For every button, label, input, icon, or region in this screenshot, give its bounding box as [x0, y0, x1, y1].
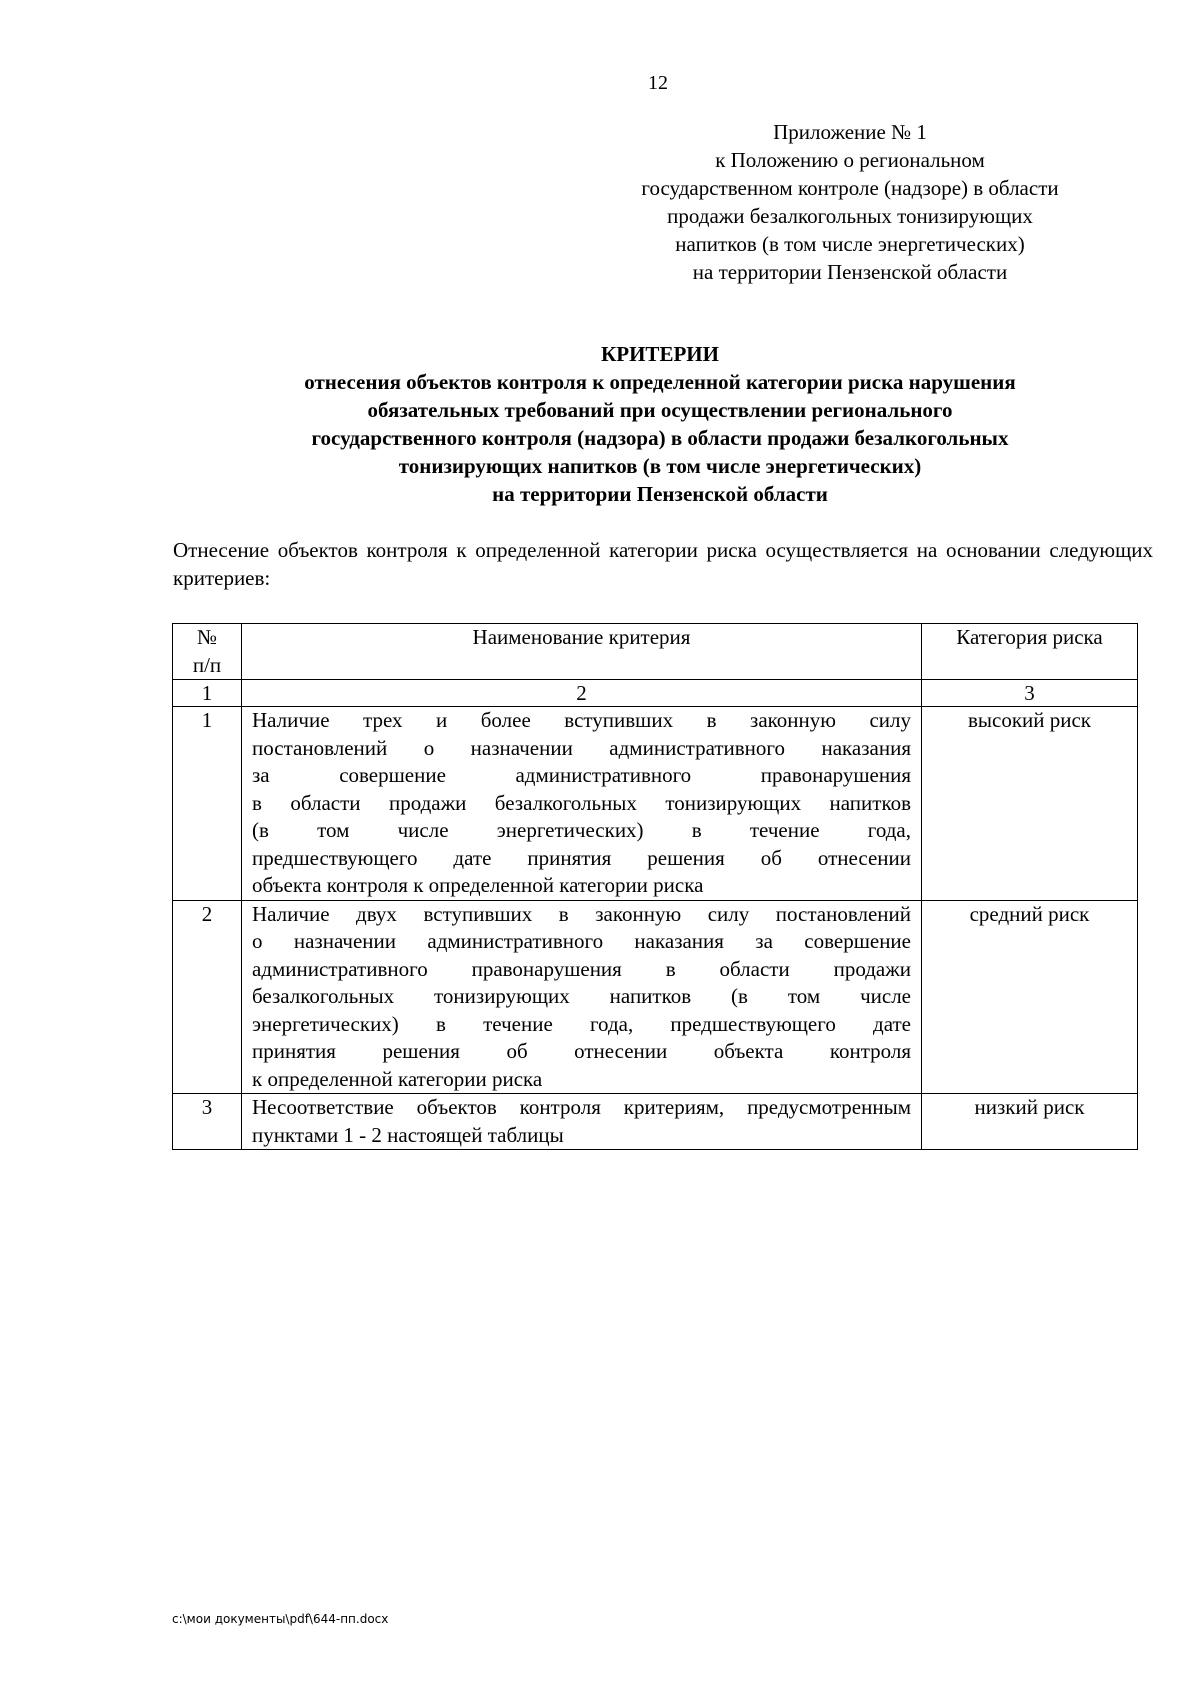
criterion-line: к определенной категории риска	[252, 1066, 543, 1091]
table-row	[173, 900, 1138, 1094]
title-line: государственного контроля (надзора) в области продажи безалкогольных	[311, 426, 1009, 450]
page-number: 12	[648, 72, 668, 94]
table-header-row	[173, 624, 1138, 680]
row-criterion	[242, 1094, 922, 1150]
criterion-line: о назначении административного наказания за совершение	[252, 929, 911, 953]
row-category: низкий риск	[922, 1094, 1138, 1150]
title-line: обязательных требований при осуществлении регионального	[367, 398, 953, 422]
criterion-line: за совершение административного правонарушения	[252, 763, 911, 787]
criterion-line: принятия решения об отнесении объекта контроля	[252, 1039, 911, 1063]
criterion-line: административного правонарушения в области продажи	[252, 956, 911, 981]
criterion-line: энергетических) в течение года, предшествующего дате	[252, 1011, 911, 1036]
appendix-line: продажи безалкогольных тонизирующих	[667, 204, 1033, 228]
header-name: Наименование критерия	[242, 624, 922, 680]
criterion-line: пунктами 1 - 2 настоящей таблицы	[252, 1122, 564, 1147]
criterion-line: Наличие трех и более вступивших в законную силу	[252, 708, 911, 732]
row-num: 1	[173, 707, 242, 901]
footer-file-path: c:\мои документы\pdf\644-пп.docx	[172, 1612, 389, 1626]
title-line: на территории Пензенской области	[492, 482, 828, 506]
table-row	[173, 1094, 1138, 1150]
criteria-table	[172, 623, 1138, 1150]
header-num-line: п/п	[192, 652, 222, 677]
title-line: тонизирующих напитков (в том числе энергетических)	[398, 454, 922, 478]
row-category: высокий риск	[922, 707, 1138, 901]
row-criterion	[242, 707, 922, 901]
header-num-line: №	[196, 625, 218, 649]
index-cell: 1	[173, 680, 242, 707]
criterion-line: постановлений о назначении административного наказания	[252, 735, 911, 760]
criterion-line: безалкогольных тонизирующих напитков (в том числе	[252, 984, 911, 1008]
row-num: 3	[173, 1094, 242, 1150]
row-category: средний риск	[922, 900, 1138, 1094]
header-num	[173, 624, 242, 680]
table-index-row	[173, 680, 1138, 707]
appendix-line: на территории Пензенской области	[692, 260, 1008, 284]
title-line: отнесения объектов контроля к определенной категории риска нарушения	[304, 370, 1016, 394]
appendix-line: государственном контроле (надзоре) в области	[641, 176, 1059, 200]
appendix-line: Приложение № 1	[773, 120, 927, 144]
criterion-line: (в том числе энергетических) в течение года,	[252, 818, 911, 842]
criterion-line: Наличие двух вступивших в законную силу постановлений	[252, 901, 911, 926]
header-category: Категория риска	[922, 624, 1138, 680]
index-cell: 2	[242, 680, 922, 707]
table-row	[173, 707, 1138, 901]
row-criterion	[242, 900, 922, 1094]
intro-paragraph: Отнесение объектов контроля к определенной категории риска осуществляется на основании следующих критериев:	[173, 538, 1153, 590]
criterion-line: в области продажи безалкогольных тонизирующих напитков	[252, 790, 911, 815]
index-cell: 3	[922, 680, 1138, 707]
appendix-line: к Положению о региональном	[715, 148, 985, 172]
criterion-line: предшествующего дате принятия решения об отнесении	[252, 845, 911, 870]
document-title	[200, 340, 1120, 508]
criterion-line: Несоответствие объектов контроля критериям, предусмотренным	[252, 1095, 911, 1119]
row-num: 2	[173, 900, 242, 1094]
criterion-line: объекта контроля к определенной категории риска	[252, 873, 704, 897]
appendix-block	[590, 118, 1110, 286]
title-heading: КРИТЕРИИ	[601, 342, 719, 366]
appendix-line: напитков (в том числе энергетических)	[675, 232, 1025, 256]
